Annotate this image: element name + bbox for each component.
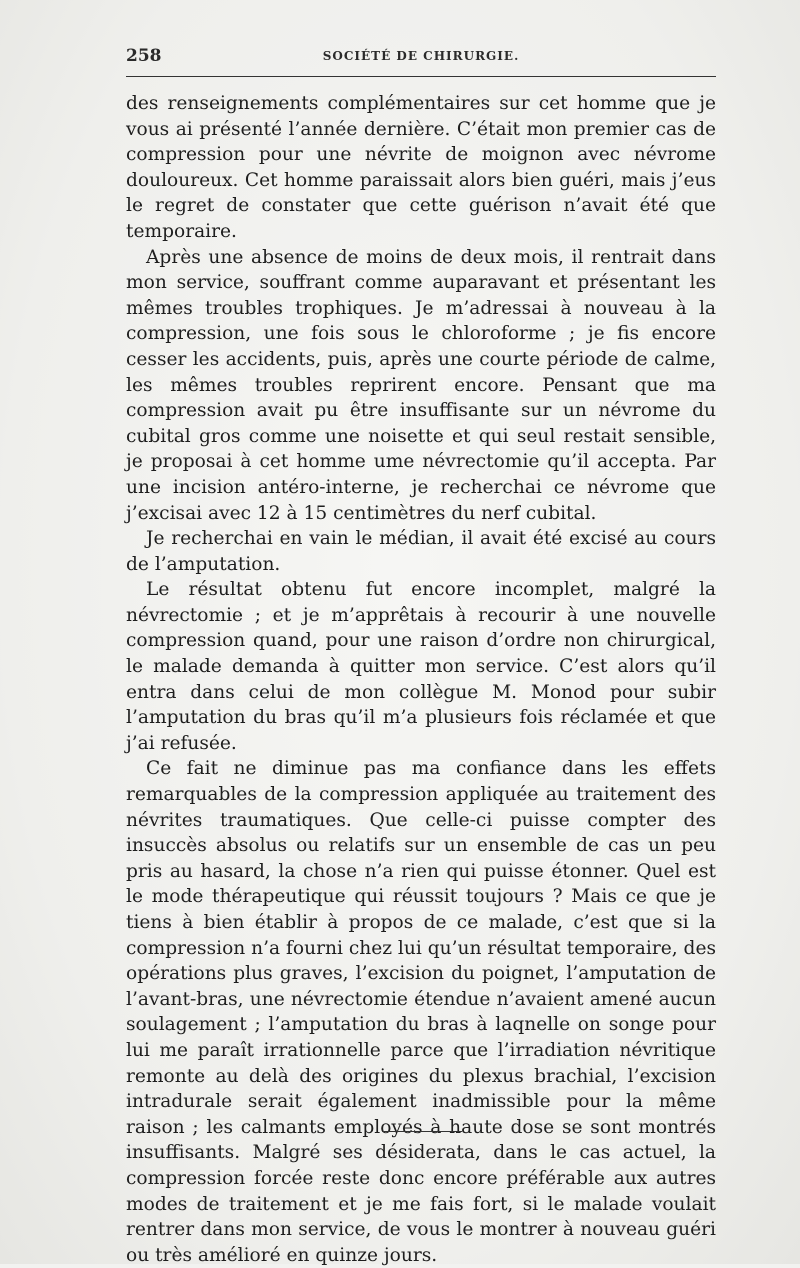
end-rule <box>382 1131 462 1132</box>
running-title: SOCIÉTÉ DE CHIRURGIE. <box>322 49 520 63</box>
paragraph: des renseignements complémentaires sur cet homme que je vous ai présenté l’année dernière. C’était mon premier cas de compression pour une névrite de moignon avec névrome douloureux. Cet homme paraissait alors bien guéri, mais j’eus le regret de constater que cette guérison n’avait été que temporaire. <box>126 93 716 242</box>
paragraph: Ce fait ne diminue pas ma confiance dans les effets remarquables de la compression appliquée au traitement des névrites traumatiques. Que celle-ci puisse compter des insuccès absolus ou relatifs sur un ensemble de cas un peu pris au hasard, la chose n’a rien qui puisse étonner. Quel est le mode thérapeutique qui réussit toujours ? Mais ce que je tiens à bien établir à propos de ce malade, c’est que si la compression n’a fourni chez lui qu’un résultat temporaire, des opérations plus graves, l’excision du poignet, l’amputation de l’avant-bras, une névrectomie étendue n’avaient amené aucun soulagement ; l’amputation du bras à laqnelle on songe pour lui me paraît irrationnelle parce que l’irradiation névritique remonte au delà des origines du plexus brachial, l’excision intradurale serait également inadmissible pour la même raison ; les calmants employés à haute dose se sont montrés insuffisants. Malgré ses désiderata, dans le cas actuel, la compression forcée reste donc encore préférable aux autres modes de traitement et je me fais fort, si le malade voulait rentrer dans mon service, de vous le montrer à nouveau guéri ou très amélioré en quinze jours. <box>126 758 716 1266</box>
paragraph: Le résultat obtenu fut encore incomplet, malgré la névrectomie ; et je m’apprêtais à recourir à une nouvelle compression quand, pour une raison d’ordre non chirurgical, le malade demanda à quitter mon service. C’est alors qu’il entra dans celui de mon collègue M. Monod pour subir l’amputation du bras qu’il m’a plusieurs fois réclamée et que j’ai refusée. <box>126 579 716 754</box>
paragraph: Après une absence de moins de deux mois, il rentrait dans mon service, souffrant comme auparavant et présentant les mêmes troubles trophiques. Je m’adressai à nouveau à la compression, une fois sous le chloroforme ; je fis encore cesser les accidents, puis, après une courte période de calme, les mêmes troubles reprirent encore. Pensant que ma compression avait pu être insuffisante sur un névrome du cubital gros comme une noisette et qui seul restait sensible, je proposai à cet homme ume névrectomie qu’il accepta. Par une incision antéro-interne, je recherchai ce névrome que j’excisai avec 12 à 15 centimètres du nerf cubital. <box>126 246 716 524</box>
body-text <box>126 91 716 1268</box>
page-number: 258 <box>126 46 162 66</box>
header-rule <box>126 76 716 77</box>
page-header <box>126 46 716 70</box>
paragraph: Je recherchai en vain le médian, il avait été excisé au cours de l’amputation. <box>126 528 716 575</box>
